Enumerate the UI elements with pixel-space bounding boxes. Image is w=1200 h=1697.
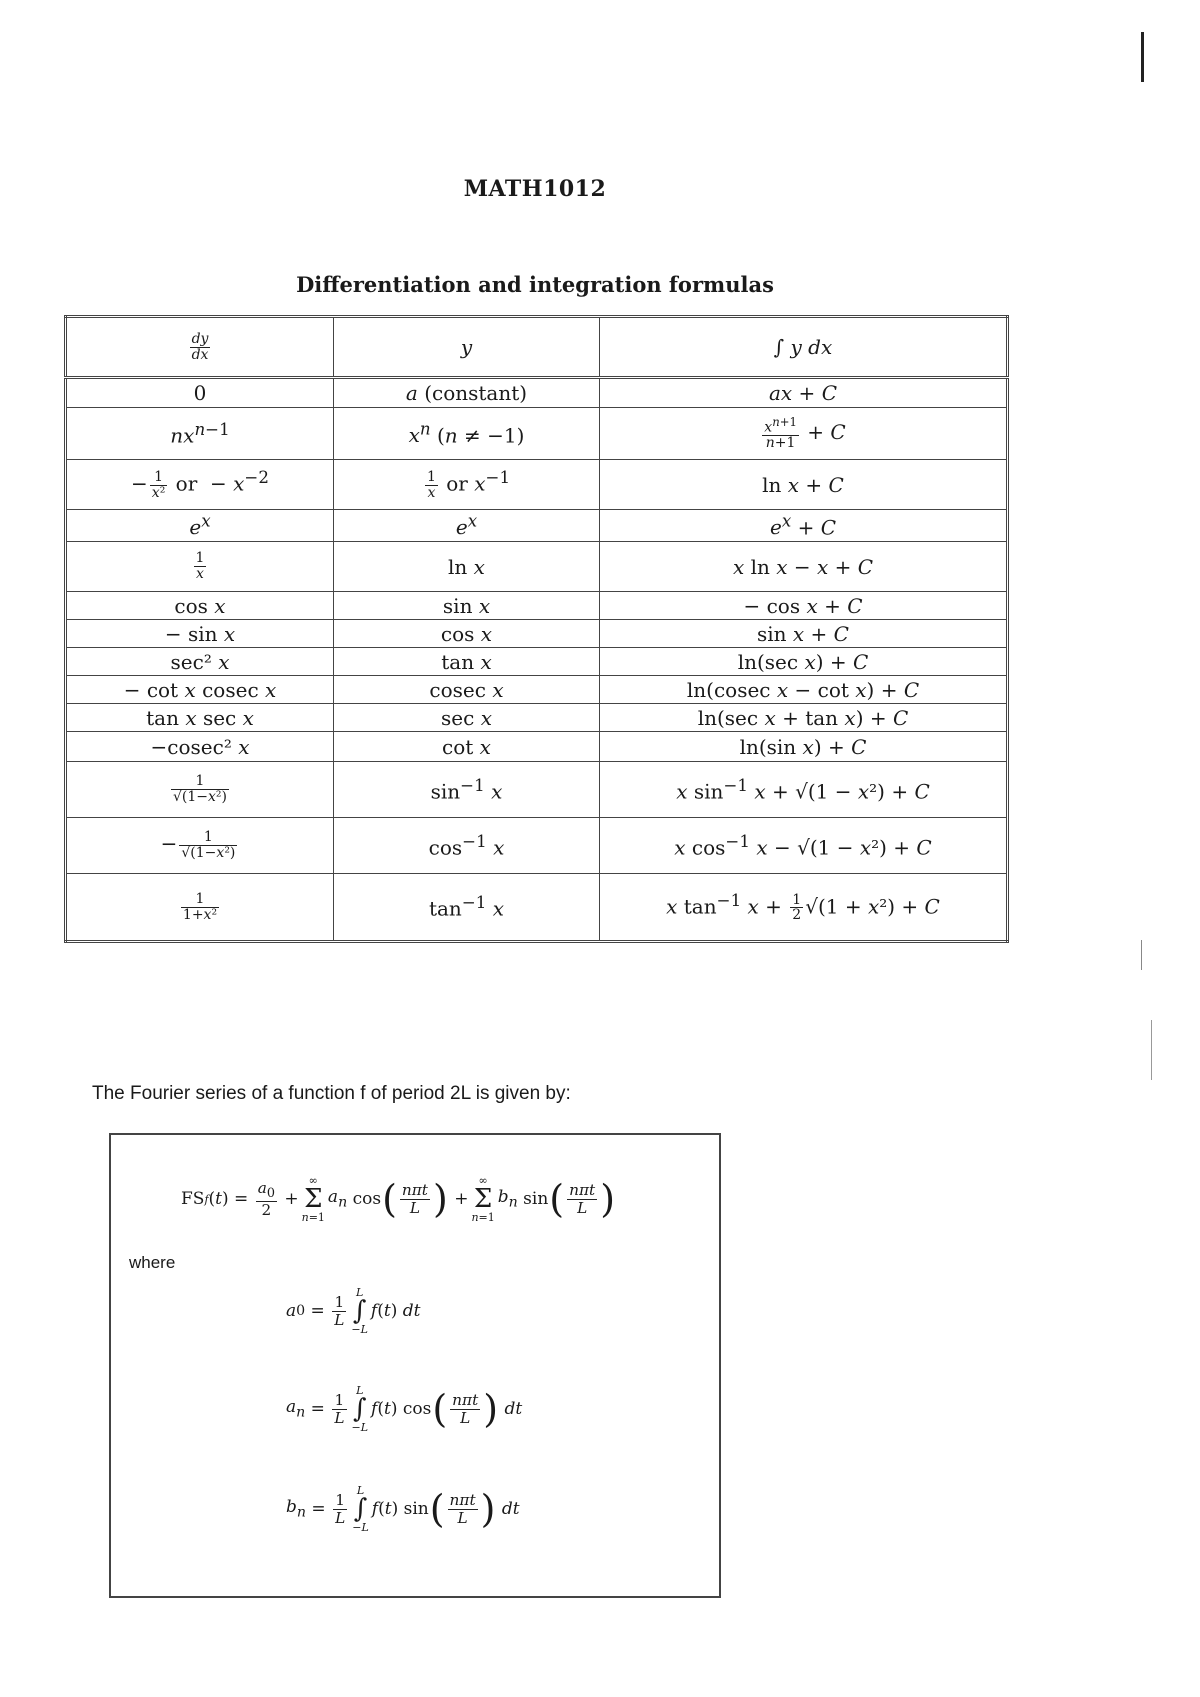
- where-label: where: [129, 1253, 176, 1272]
- table-row: − $\frac{1}{\text{x²}}$ or − $x^{-2}$ $\frac{1}{x}$ or $x^{-1}$ ln x + C: [66, 460, 1008, 510]
- table-row: $\frac{1}{\text{1+x²}}$ $\tan^{-1} x$ x $\tan^{-1} x$ + $\frac{1}{2}$ √(1 + x²) + C: [66, 874, 1008, 942]
- table-row: $\frac{1}{x}$ ln x x ln x − x + C: [66, 542, 1008, 592]
- fourier-intro-text: The Fourier series of a function f of period 2L is given by:: [92, 1083, 571, 1104]
- table-row: $\frac{1}{\text{√(1−x²)}}$ $\sin^{-1} x$ x $\sin^{-1} x + √(1 - x^2) + C$: [66, 762, 1008, 818]
- table-row: cos x sin x − cos x + C: [66, 592, 1008, 620]
- table-row: − sin x cos x sin x + C: [66, 620, 1008, 648]
- scan-edge-mark: [1151, 1020, 1152, 1080]
- table-row: − cot x cosec x cosec x ln(cosec x − cot x) + C: [66, 676, 1008, 704]
- table-header-row: [66, 317, 1008, 378]
- scan-edge-mark: [1141, 32, 1144, 82]
- bn-coefficient-equation: $b_n$ = $\frac{1}{L}$ L ∫ −L f ( t ) sin ( $\frac{\text{nπt}}{L}$ ) dt: [286, 1484, 520, 1534]
- table-row: $e^x$ $e^x$ $e^x + C$: [66, 510, 1008, 542]
- course-code: MATH1012: [463, 176, 607, 202]
- fourier-series-equation: FS f ( t ) = $\frac{a_0}{2}$ + ∞ Σ n=1 $a_n$ cos ( $\frac{\text{nπt}}{L}$ ) + ∞ Σ n=1 $b_n$ sin ( $\frac{\text{nπt}}{L}$ ): [181, 1174, 616, 1224]
- an-coefficient-equation: $a_n$ = $\frac{1}{L}$ L ∫ −L f ( t ) cos ( $\frac{\text{nπt}}{L}$ ) dt: [286, 1384, 523, 1434]
- fourier-formula-box: [109, 1133, 721, 1598]
- table-row: − $\frac{1}{\text{√(1−x²)}}$ $\cos^{-1} x$ x $\cos^{-1} x - √(1 - x^2) + C$: [66, 818, 1008, 874]
- a0-coefficient-equation: a 0 = $\frac{1}{L}$ L ∫ −L f ( t ) dt: [286, 1286, 421, 1336]
- table-row: −cosec² x cot x ln(sin x) + C: [66, 732, 1008, 762]
- header-derivative: $\frac{dy}{dx}$: [66, 317, 334, 378]
- table-row: $nx^{n-1}$ $x^n$ (n ≠ −1) $\frac{x^{n+1}}{n+1}$ + C: [66, 408, 1008, 460]
- header-integral: ∫ y dx: [600, 317, 1008, 378]
- scan-edge-mark: [1141, 940, 1142, 970]
- table-row: sec² x tan x ln(sec x) + C: [66, 648, 1008, 676]
- page-title: Differentiation and integration formulas: [296, 272, 774, 297]
- formula-table: [64, 315, 1009, 943]
- table-row: tan x sec x sec x ln(sec x + tan x) + C: [66, 704, 1008, 732]
- table-row: 0 a (constant) ax + C: [66, 378, 1008, 408]
- header-function: y: [334, 317, 600, 378]
